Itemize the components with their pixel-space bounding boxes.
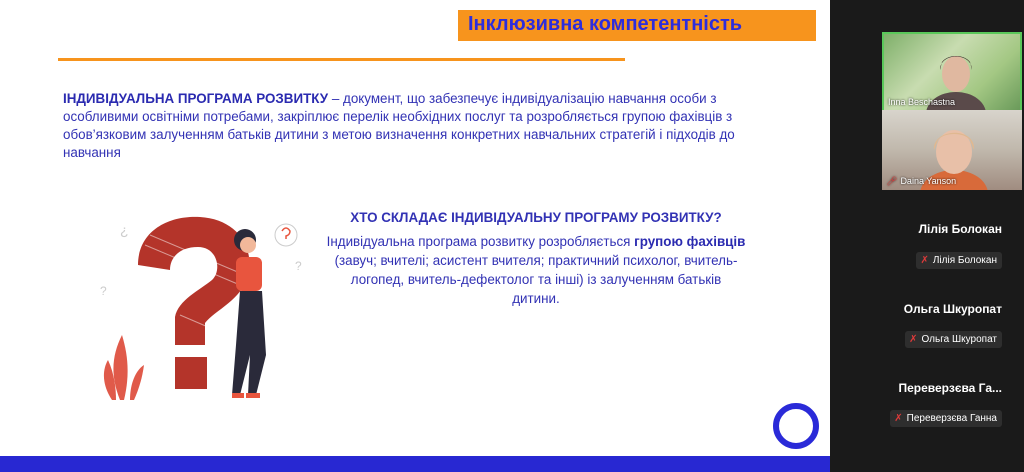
participant-title-1: Лілія Болокан (918, 222, 1002, 236)
participants-panel (830, 0, 1024, 472)
answer-text-start: Індивідуальна програма розвитку розробляється (326, 234, 635, 249)
participant-title-3: Переверзєва Га... (898, 381, 1002, 395)
mic-muted-icon: 🎤︎ (886, 176, 898, 186)
participant-tag-3[interactable] (890, 410, 1002, 427)
plant-decoration (104, 335, 144, 400)
participant-tag-2-text: Ольга Шкуропат (921, 334, 997, 345)
question-mark-illustration (90, 205, 320, 405)
tile-name-2 (886, 176, 956, 187)
definition-term: ІНДИВІДУАЛЬНА ПРОГРАМА РОЗВИТКУ (63, 91, 329, 106)
mic-muted-icon: ✗ (894, 413, 903, 424)
logo-ring (773, 403, 819, 449)
participant-tag-3-text: Переверзєва Ганна (906, 413, 997, 424)
mic-muted-icon: ✗ (909, 334, 918, 345)
question-mark-dot (175, 357, 207, 389)
participant-tag-1-text: Лілія Болокан (932, 255, 997, 266)
participant-title-2: Ольга Шкуропат (903, 302, 1002, 316)
mic-muted-icon: ✗ (920, 255, 929, 266)
svg-text:?: ? (295, 259, 302, 273)
svg-text:?: ? (100, 284, 107, 298)
bottom-bar (0, 456, 830, 472)
participant-tag-2[interactable] (905, 331, 1002, 348)
question-heading: ХТО СКЛАДАЄ ІНДИВІДУАЛЬНУ ПРОГРАМУ РОЗВИТКУ? (350, 210, 722, 225)
slide-title: Інклюзивна компетентність (468, 13, 743, 35)
answer-paragraph (326, 232, 746, 308)
participant-tag-1[interactable] (916, 252, 1002, 269)
definition-paragraph (63, 90, 753, 162)
tile-name-2-text: Daina Yanson (900, 176, 957, 186)
answer-text-end: (завуч; вчителі; асистент вчителя; практичний психолог, вчитель-логопед, вчитель-дефектолог та інші) із залученням батьків дитини. (334, 253, 738, 306)
title-underline (58, 58, 625, 61)
answer-bold: групою фахівців (634, 234, 746, 249)
definition-text: – документ, що забезпечує індивідуалізацію навчання особи з особливими освітніми потребами, закріплює перелік необхідних послуг та розробляється групою фахівців з обов’язковим залученням батьків дитини з метою визначення конкретних навчальних стратегій і підходів до навчання (63, 91, 735, 160)
tile-name-1: Inna Beschastna (888, 97, 956, 107)
svg-text:¿: ¿ (120, 222, 129, 238)
video-tile-1[interactable] (882, 32, 1022, 112)
question-mark-shape (138, 217, 249, 345)
video-tile-2[interactable] (882, 110, 1022, 190)
